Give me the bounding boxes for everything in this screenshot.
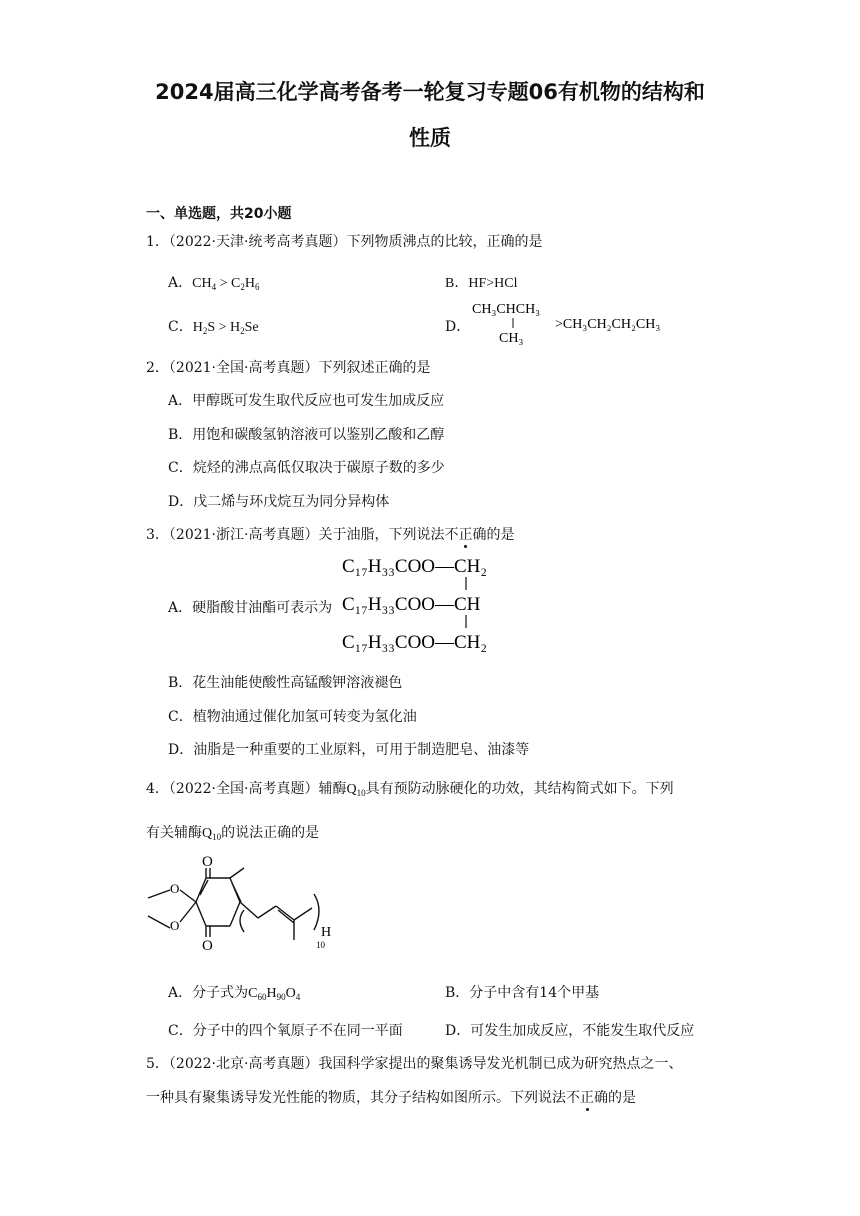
coenzyme-q10-structure: [140, 850, 360, 972]
formula-q10: $Q_{10}$: [346, 782, 366, 798]
question-4-stem: 4．（2022·全国·高考真题）辅酶$Q_{10}$具有预防动脉硬化的功效，其结构简式如下。下列: [146, 781, 674, 798]
q2-option-b[interactable]: B．用饱和碳酸氢钠溶液可以鉴别乙酸和乙醇: [168, 427, 445, 443]
q3-option-c[interactable]: C．植物油通过催化加氢可转变为氢化油: [168, 709, 417, 725]
methoxy-o-bottom: O: [170, 918, 180, 933]
repeat-bracket-left: [240, 910, 244, 932]
question-number: 1．: [146, 234, 169, 250]
emphasis-not-correct: 不正确: [444, 527, 487, 543]
terminal-h-label: H: [321, 925, 332, 940]
methoxy-o-top: O: [170, 881, 180, 896]
question-number: 4．: [146, 781, 169, 797]
q1-option-d[interactable]: D．: [445, 319, 471, 335]
question-text: 下列叙述正确的是: [318, 360, 431, 376]
oxygen-bottom-label: O: [202, 938, 213, 954]
q4-option-d[interactable]: D．可发生加成反应，不能发生取代反应: [445, 1023, 695, 1039]
question-number: 3．: [146, 527, 169, 543]
question-text: 下列物质沸点的比较，正确的是: [346, 234, 543, 250]
question-source: （2022·北京·高考真题）: [168, 1056, 319, 1072]
fat-chain-3: C₁₇H₃₃COO—CH₂: [342, 632, 488, 653]
page-title-line2: 性质: [409, 126, 451, 150]
q2-option-a[interactable]: A．甲醇既可发生取代反应也可发生加成反应: [168, 393, 445, 409]
question-2-stem: [146, 357, 430, 377]
isobutane-methyl-branch: CH₃: [499, 331, 524, 346]
q4-option-b[interactable]: B．分子中含有14个甲基: [445, 985, 600, 1001]
formula-h2s-h2se: $H_2S > H_2Se$: [192, 320, 259, 336]
q2-option-c[interactable]: C．烷烃的沸点高低仅取决于碳原子数的多少: [168, 460, 445, 476]
question-text: 我国科学家提出的聚集诱导发光机制已成为研究热点之一、: [318, 1056, 683, 1072]
q4-option-a[interactable]: A．分子式为$C_{60}H_{90}O_4$: [168, 985, 301, 1002]
isobutane-main-chain: CH₃CHCH₃: [472, 302, 541, 317]
fat-chain-1: C₁₇H₃₃COO—CH₂: [342, 556, 488, 577]
formula-q10: $Q_{10}$: [202, 826, 222, 842]
isobutane-structure: [468, 298, 698, 348]
question-number: 5．: [146, 1056, 169, 1072]
q1-option-b[interactable]: B．HF>HCl: [445, 276, 518, 291]
triglyceride-structure: [340, 552, 510, 656]
question-source: （2022·全国·高考真题）: [168, 781, 319, 797]
question-5-stem-line2: 一种具有聚集诱导发光性能的物质，其分子结构如图所示。下列说法不正确的是: [146, 1090, 636, 1106]
question-text: 关于油脂，下列说法: [318, 527, 445, 543]
q3-option-d[interactable]: D．油脂是一种重要的工业原料，可用于制造肥皂、油漆等: [168, 742, 530, 758]
question-source: （2021·浙江·高考真题）: [168, 527, 319, 543]
question-source: （2021·全国·高考真题）: [168, 360, 319, 376]
q1-option-c[interactable]: C．$H_2S > H_2Se$: [168, 319, 259, 336]
q4-option-c[interactable]: C．分子中的四个氧原子不在同一平面: [168, 1023, 403, 1039]
question-number: 2．: [146, 360, 169, 376]
q2-option-d[interactable]: D．戊二烯与环戊烷互为同分异构体: [168, 494, 390, 510]
formula-ch4-c2h6: $CH_4 > C_2H_6$: [192, 276, 260, 292]
section-heading: 一、单选题，共20小题: [146, 206, 292, 222]
formula-c60h90o4: $C_{60}H_{90}O_4$: [248, 986, 301, 1002]
question-1-stem: [146, 231, 542, 251]
question-3-stem: 3．（2021·浙江·高考真题）关于油脂，下列说法不正确的是: [146, 527, 515, 543]
question-source: （2022·天津·统考高考真题）: [168, 234, 347, 250]
q1-option-a[interactable]: A．$CH_4 > C_2H_6$: [168, 275, 260, 292]
emphasis-not-correct: 不正确: [566, 1090, 608, 1106]
repeat-count-label: 10: [316, 940, 325, 950]
question-5-stem: [146, 1053, 682, 1073]
q3-option-a[interactable]: A．硬脂酸甘油酯可表示为: [168, 600, 333, 616]
question-4-stem-line2: 有关辅酶$Q_{10}$的说法正确的是: [146, 825, 320, 842]
fat-chain-2: C₁₇H₃₃COO—CH: [342, 594, 481, 615]
butane-comparison: >CH₃CH₂CH₂CH₃: [555, 317, 661, 332]
page-title-line1: 2024届高三化学高考备考一轮复习专题06有机物的结构和: [155, 80, 705, 104]
q3-option-b[interactable]: B．花生油能使酸性高锰酸钾溶液褪色: [168, 675, 403, 691]
oxygen-top-label: O: [202, 854, 213, 870]
repeat-bracket-right: [314, 894, 319, 930]
